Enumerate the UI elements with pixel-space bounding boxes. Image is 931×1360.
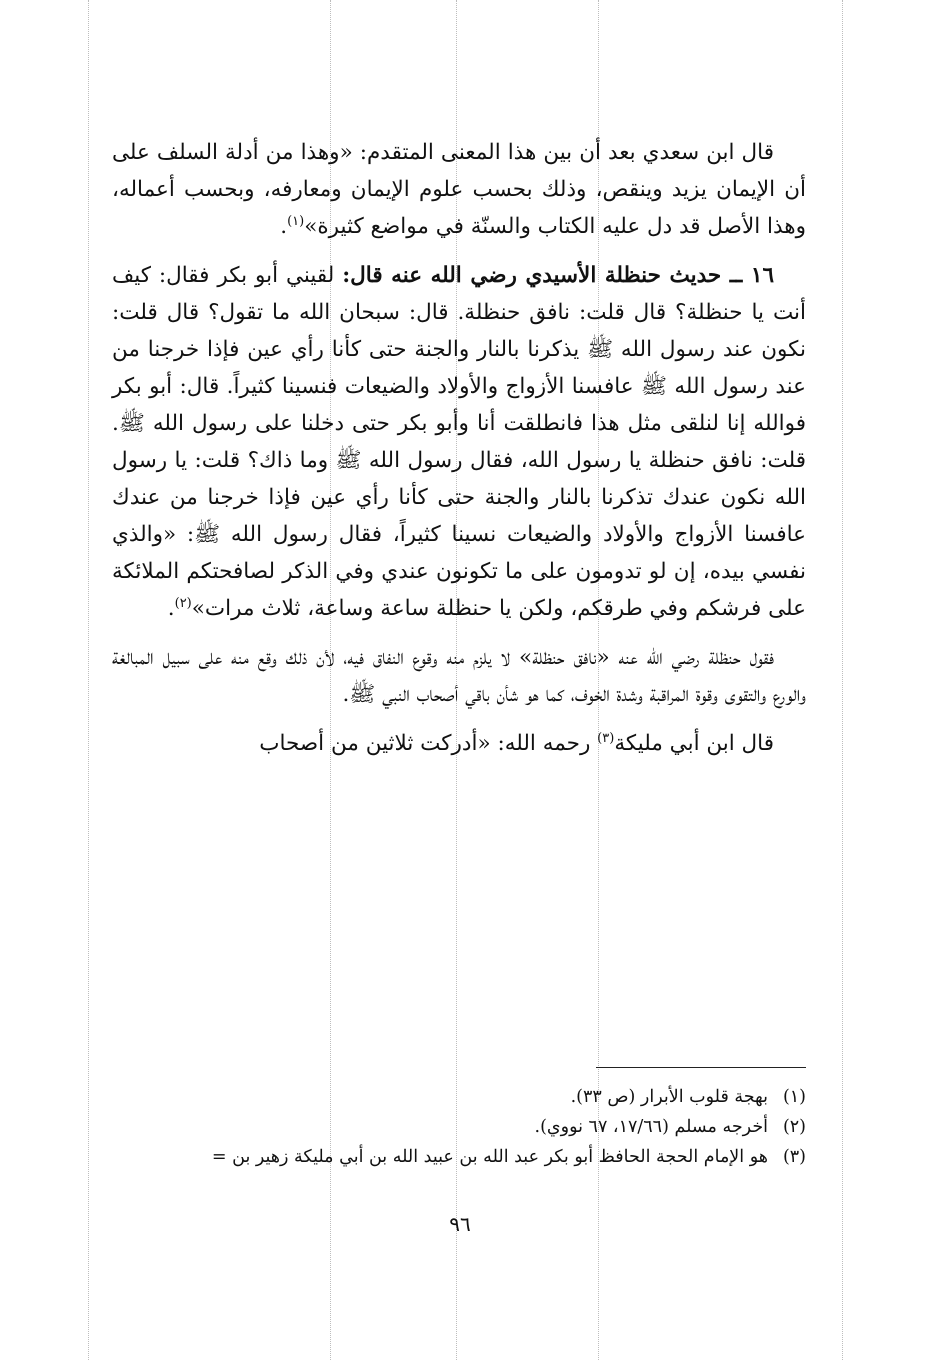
text-line: تقول؟ قال قلت: نكون عند رسول الله ﷺ يذكرنا بالنار والجنة حتى كأنا xyxy=(112,300,806,362)
footnote-ref: (١) xyxy=(287,213,305,229)
text-line: مواضع كثيرة» xyxy=(304,214,429,239)
text-line: رأي عين فإذا خرجنا من عند رسول الله ﷺ عافسنا الأزواج والأولاد xyxy=(112,337,806,399)
footnote-ref: (٣) xyxy=(597,730,615,746)
text-line: ومعارفه، وبحسب أعماله، وهذا الأصل قد دل عليه الكتاب والسنّة في xyxy=(112,177,806,239)
text-tail: . xyxy=(167,596,175,621)
footnote-item xyxy=(108,1142,806,1172)
paragraph-ibn-saadi xyxy=(112,134,806,245)
footnote-text: هو الإمام الحجة الحافظ أبو بكر عبد الله بن عبيد الله بن أبي مليكة زهير بن = xyxy=(211,1147,768,1167)
text-line: وشدة الخوف، كما هو شأن باقي أصحاب النبي ﷺ. xyxy=(342,682,643,707)
scan-guide-line xyxy=(842,0,843,1360)
text-line: لقيني أبو بكر xyxy=(217,263,343,288)
text-line: وفي طرقكم، ولكن يا حنظلة ساعة وساعة، ثلاث مرات» xyxy=(191,596,689,621)
text-line: والضيعات نسينا كثيراً، فقال رسول الله ﷺ: «والذي نفسي بيده، إن لو xyxy=(112,522,806,584)
text-line: فقول حنظلة رضي الله عنه «نافق حنظلة» لا يلزم منه وقوع النفاق xyxy=(372,645,774,670)
footnote-text: أخرجه مسلم (١٧/٦٦، ٦٧ نووي). xyxy=(534,1117,768,1137)
paragraph-commentary xyxy=(112,639,806,713)
text-line: تدومون على ما تكونون عندي وفي الذكر لصافحتكم الملائكة على فرشكم xyxy=(112,559,806,621)
hadith-heading: ١٦ ــ حديث حنظلة الأسيدي رضي الله عنه قال: xyxy=(342,263,774,288)
text-line: وأبو بكر حتى دخلنا على رسول الله ﷺ. قلت: نافق حنظلة يا رسول الله، xyxy=(112,411,806,473)
text-line: السلف على أن الإيمان يزيد وينقص، وذلك بحسب علوم الإيمان xyxy=(112,140,806,202)
footnote-number: (١) xyxy=(782,1087,806,1107)
footnote-number: (٣) xyxy=(782,1147,806,1167)
footnote-item xyxy=(108,1082,806,1112)
text-lead: قال ابن أبي مليكة xyxy=(614,731,774,756)
text-line: فيه، لأن ذلك وقع منه على سبيل المبالغة والورع والتقوى وقوة المراقبة xyxy=(112,645,806,707)
text-tail: . xyxy=(280,214,288,239)
scan-guide-line xyxy=(88,0,89,1360)
text-line: والجنة حتى كأنا رأي عين فإذا خرجنا من عندك عافسنا الأزواج والأولاد xyxy=(112,485,807,547)
footnote-number: (٢) xyxy=(782,1117,806,1137)
paragraph-ibn-abi-mulayka xyxy=(112,725,806,762)
text-line: فقال رسول الله ﷺ وما ذاك؟ قلت: يا رسول الله نكون عندك تذكرنا بالنار xyxy=(112,448,806,510)
text-line: والضيعات فنسينا كثيراً. قال: أبو بكر فوالله إنا لنلقى مثل هذا فانطلقت أنا xyxy=(112,374,806,436)
footnote-ref: (٢) xyxy=(174,595,192,611)
footnote-separator xyxy=(596,1067,806,1068)
footnote-item xyxy=(108,1112,806,1142)
footnote-text: بهجة قلوب الأبرار (ص ٣٣). xyxy=(570,1087,768,1107)
text-line: قال ابن سعدي بعد أن بين هذا المعنى المتقدم: «وهذا من أدلة xyxy=(225,140,774,165)
page-number: ٩٦ xyxy=(449,1212,471,1236)
footnotes xyxy=(108,1082,806,1172)
paragraph-hadith-16 xyxy=(112,257,806,627)
text-line: رحمه الله: «أدركت ثلاثين من أصحاب xyxy=(259,731,598,756)
main-text xyxy=(112,134,806,762)
text-line: فقال: كيف أنت يا حنظلة؟ قال قلت: نافق حنظلة. قال: سبحان الله ما xyxy=(112,263,807,325)
